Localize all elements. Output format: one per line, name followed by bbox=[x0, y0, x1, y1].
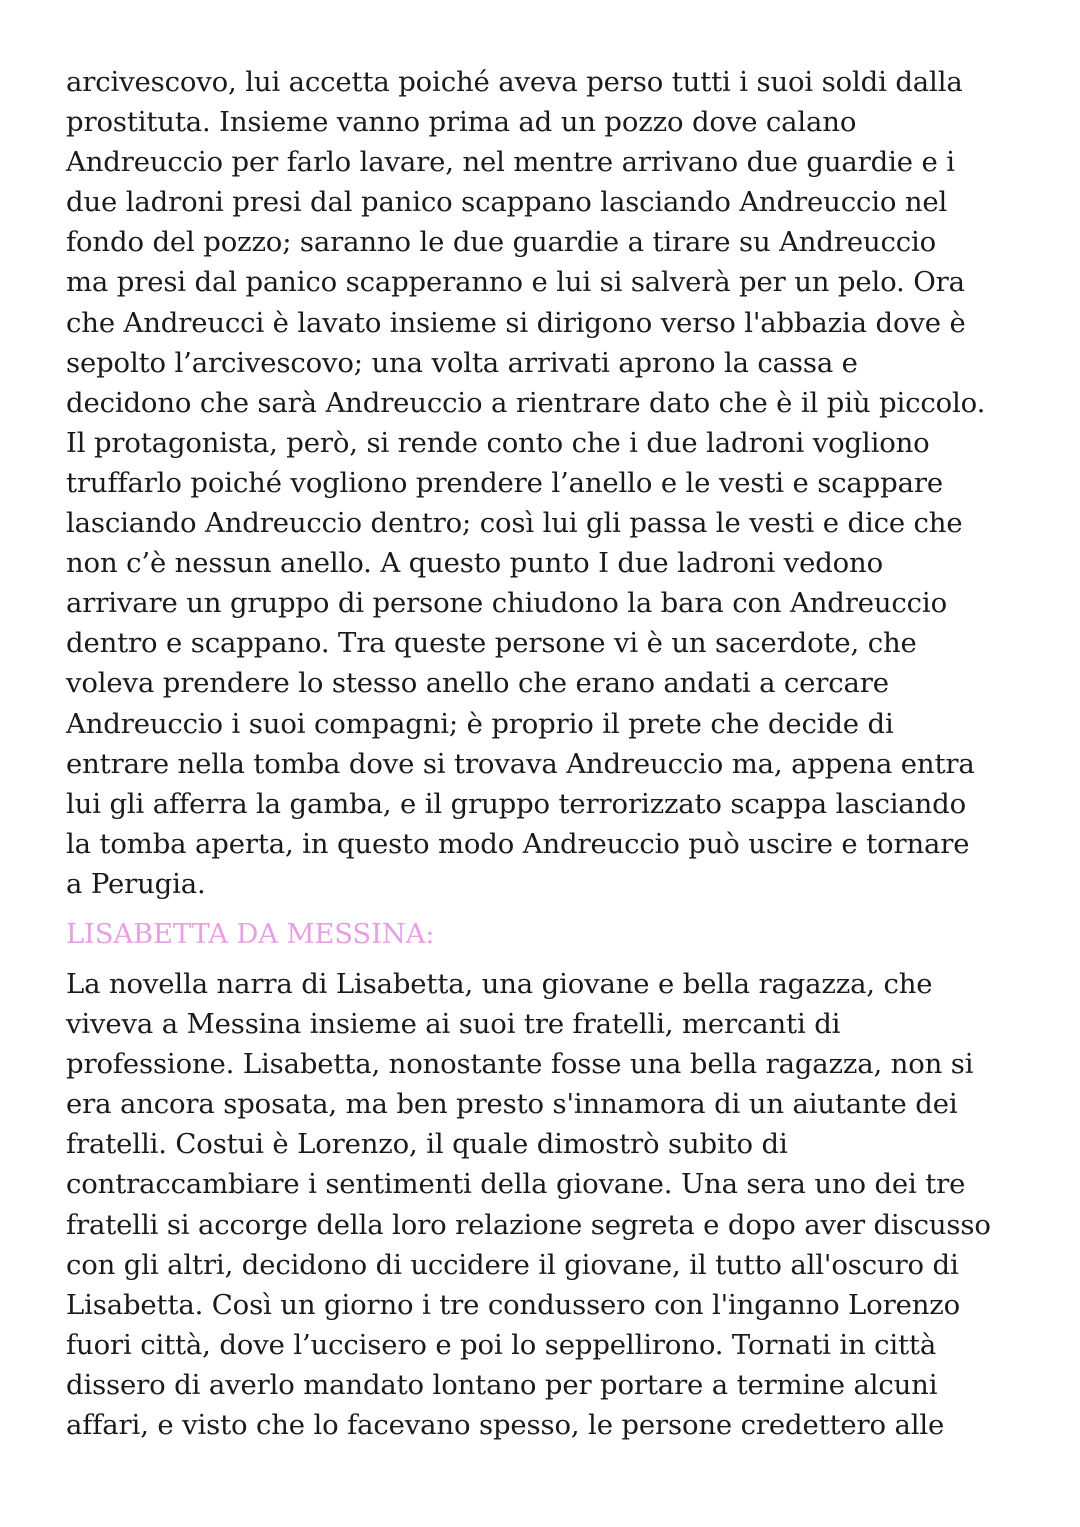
text-line: voleva prendere lo stesso anello che erano andati a cercare bbox=[66, 667, 889, 700]
text-line: truffarlo poiché vogliono prendere l’anello e le vesti e scappare bbox=[66, 466, 943, 499]
section-heading-lisabetta: LISABETTA DA MESSINA: bbox=[66, 917, 435, 950]
text-line: era ancora sposata, ma ben presto s'innamora di un aiutante dei bbox=[66, 1088, 958, 1121]
text-line: lasciando Andreuccio dentro; così lui gli passa le vesti e dice che bbox=[66, 507, 963, 540]
text-line: viveva a Messina insieme ai suoi tre fratelli, mercanti di bbox=[66, 1008, 841, 1041]
text-line: non c’è nessun anello. A questo punto I due ladroni vedono bbox=[66, 547, 884, 580]
text-line: la tomba aperta, in questo modo Andreuccio può uscire e tornare bbox=[66, 827, 970, 860]
text-line: Andreuccio i suoi compagni; è proprio il prete che decide di bbox=[66, 707, 894, 740]
text-line: decidono che sarà Andreuccio a rientrare dato che è il più piccolo. bbox=[66, 386, 986, 419]
text-line: Lisabetta. Così un giorno i tre condussero con l'inganno Lorenzo bbox=[66, 1288, 961, 1321]
text-line: La novella narra di Lisabetta, una giovane e bella ragazza, che bbox=[66, 967, 933, 1000]
text-line: entrare nella tomba dove si trovava Andreuccio ma, appena entra bbox=[66, 747, 975, 780]
text-line: che Andreucci è lavato insieme si dirigono verso l'abbazia dove è bbox=[66, 306, 966, 339]
text-line: ma presi dal panico scapperanno e lui si salverà per un pelo. Ora bbox=[66, 266, 965, 299]
text-line: con gli altri, decidono di uccidere il giovane, il tutto all'oscuro di bbox=[66, 1248, 959, 1281]
text-line: dentro e scappano. Tra queste persone vi è un sacerdote, che bbox=[66, 627, 917, 660]
text-line: Andreuccio per farlo lavare, nel mentre arrivano due guardie e i bbox=[66, 146, 955, 179]
text-line: affari, e visto che lo facevano spesso, le persone credettero alle bbox=[66, 1409, 945, 1441]
paragraph-lisabetta bbox=[66, 964, 1026, 1445]
text-line: contraccambiare i sentimenti della giovane. Una sera uno dei tre bbox=[66, 1168, 966, 1201]
text-line: a Perugia. bbox=[66, 867, 206, 900]
text-line: prostituta. Insieme vanno prima ad un pozzo dove calano bbox=[66, 106, 857, 139]
text-line: lui gli afferra la gamba, e il gruppo terrorizzato scappa lasciando bbox=[66, 787, 967, 820]
text-line: sepolto l’arcivescovo; una volta arrivati aprono la cassa e bbox=[66, 346, 858, 379]
text-line: due ladroni presi dal panico scappano lasciando Andreuccio nel bbox=[66, 186, 948, 219]
text-line: fratelli. Costui è Lorenzo, il quale dimostrò subito di bbox=[66, 1128, 788, 1161]
text-line: professione. Lisabetta, nonostante fosse una bella ragazza, non si bbox=[66, 1048, 974, 1081]
text-line: fondo del pozzo; saranno le due guardie a tirare su Andreuccio bbox=[66, 226, 937, 259]
text-line: arcivescovo, lui accetta poiché aveva perso tutti i suoi soldi dalla bbox=[66, 66, 963, 98]
text-line: Il protagonista, però, si rende conto che i due ladroni vogliono bbox=[66, 426, 930, 459]
text-line: arrivare un gruppo di persone chiudono la bara con Andreuccio bbox=[66, 587, 947, 620]
paragraph-andreuccio-ending bbox=[66, 62, 1026, 904]
text-line: dissero di averlo mandato lontano per portare a termine alcuni bbox=[66, 1368, 938, 1401]
text-line: fuori città, dove l’uccisero e poi lo seppellirono. Tornati in città bbox=[66, 1328, 937, 1361]
text-line: fratelli si accorge della loro relazione segreta e dopo aver discusso bbox=[66, 1208, 991, 1241]
document-page bbox=[66, 62, 1026, 1445]
